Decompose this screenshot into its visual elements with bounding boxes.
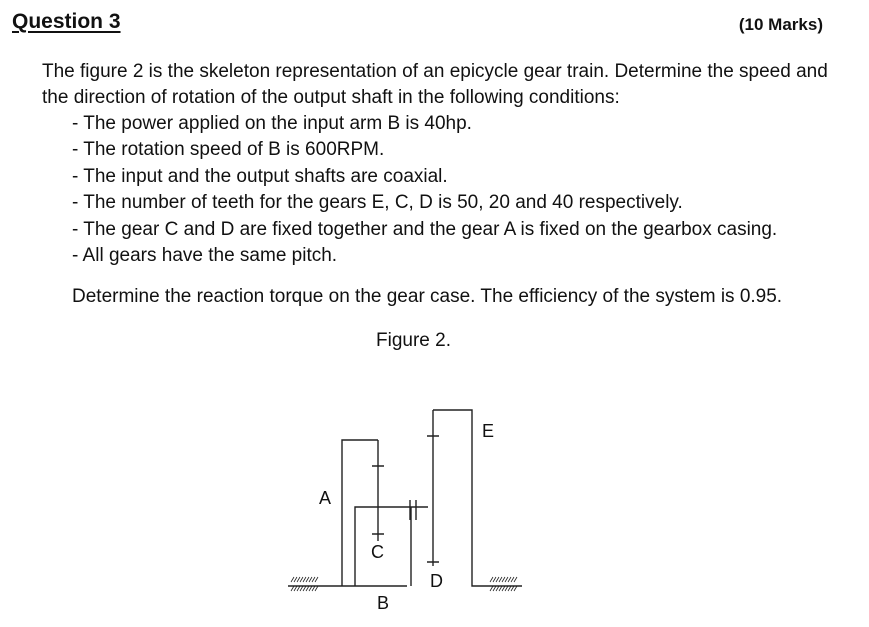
condition-item: - All gears have the same pitch. [72, 245, 338, 267]
gear-a [355, 500, 428, 586]
gear-c-shaft [372, 440, 384, 541]
label-d: D [430, 571, 443, 591]
condition-item: - The number of teeth for the gears E, C, D is 50, 20 and 40 respectively. [72, 192, 683, 214]
marks-label: (10 Marks) [738, 15, 823, 34]
arm-b [288, 440, 407, 586]
label-b: B [377, 593, 390, 613]
label-a: A [319, 488, 332, 508]
gear-d [427, 410, 439, 566]
label-e: E [482, 421, 495, 441]
ground-left [291, 577, 318, 591]
task-statement: Determine the reaction torque on the gear case. The efficiency of the system is 0.95. [72, 286, 783, 307]
condition-item: - The gear C and D are fixed together and the gear A is fixed on the gearbox casing. [72, 218, 778, 240]
figure-caption: Figure 2. [376, 330, 451, 351]
label-c: C [371, 542, 384, 562]
gear-e [433, 410, 522, 586]
question-title: Question 3 [12, 10, 121, 33]
condition-item: - The rotation speed of B is 600RPM. [72, 139, 385, 161]
intro-paragraph: The figure 2 is the skeleton representation of an epicycle gear train. Determine the speed and the direction of rotation of the output shaft in the following conditions: [42, 61, 828, 108]
condition-item: - The power applied on the input arm B is 40hp. [72, 113, 472, 134]
condition-item: - The input and the output shafts are coaxial. [72, 165, 448, 187]
ground-right [490, 577, 517, 591]
